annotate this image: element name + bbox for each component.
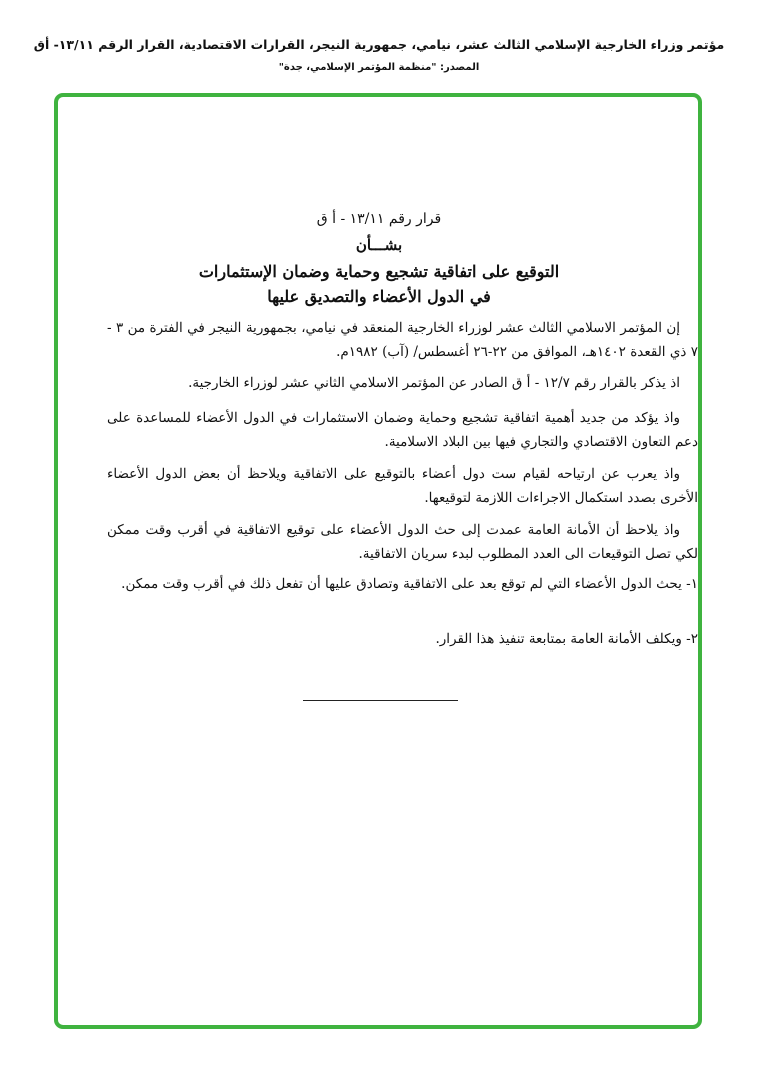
subject-label: بشـــأن: [355, 236, 403, 254]
operative-clause-1: ١- يحث الدول الأعضاء التي لم توقع بعد على الاتفاقية وتصادق عليها أن تفعل ذلك في أقرب وقت ممكن.: [121, 576, 698, 592]
resolution-title-line1: التوقيع على اتفاقية تشجيع وحماية وضمان الإستثمارات: [198, 262, 560, 281]
preamble-paragraph: إن المؤتمر الاسلامي الثالث عشر لوزراء الخارجية المنعقد في نيامي، بجمهورية النيجر في الفترة من ٣ - ٧ ذي القعدة ١٤٠٢هـ، الموافق من ٢٢-٢٦ أغسطس/ (آب) ١٩٨٢م.: [107, 320, 698, 360]
resolution-number: قرار رقم ١٣/١١ - أ ق: [316, 211, 442, 227]
expressing-paragraph: واذ يعرب عن ارتياحه لقيام ست دول أعضاء بالتوقيع على الاتفاقية ويلاحظ أن بعض الدول الأعضاء الأخرى بصدد استكمال الاجراءات اللازمة لتوقيعها.: [107, 466, 698, 506]
page-header-title: مؤتمر وزراء الخارجية الإسلامي الثالث عشر، نيامي، جمهورية النيجر، القرارات الاقتصادية، القرار الرقم ١٣/١١- أق: [33, 37, 725, 52]
page-header-source: المصدر: "منظمة المؤتمر الإسلامي، جدة": [278, 62, 480, 73]
reaffirming-paragraph: واذ يؤكد من جديد أهمية اتفاقية تشجيع وحماية وضمان الاستثمارات في الدول الأعضاء للمساعدة على دعم التعاون الاقتصادي والتجاري فيها بين البلاد الاسلامية.: [107, 410, 698, 450]
noting-paragraph: واذ يلاحظ أن الأمانة العامة عمدت إلى حث الدول الأعضاء على توقيع الاتفاقية في أقرب وقت ممكن لكي تصل التوقيعات الى العدد المطلوب لبدء سريان الاتفاقية.: [107, 522, 698, 562]
end-divider: [303, 700, 458, 701]
recalling-paragraph: اذ يذكر بالقرار رقم ١٢/٧ - أ ق الصادر عن المؤتمر الاسلامي الثاني عشر لوزراء الخارجية.: [188, 375, 680, 391]
resolution-title-line2: في الدول الأعضاء والتصديق عليها: [267, 287, 491, 306]
operative-clause-2: ٢- ويكلف الأمانة العامة بمتابعة تنفيذ هذا القرار.: [435, 631, 698, 647]
